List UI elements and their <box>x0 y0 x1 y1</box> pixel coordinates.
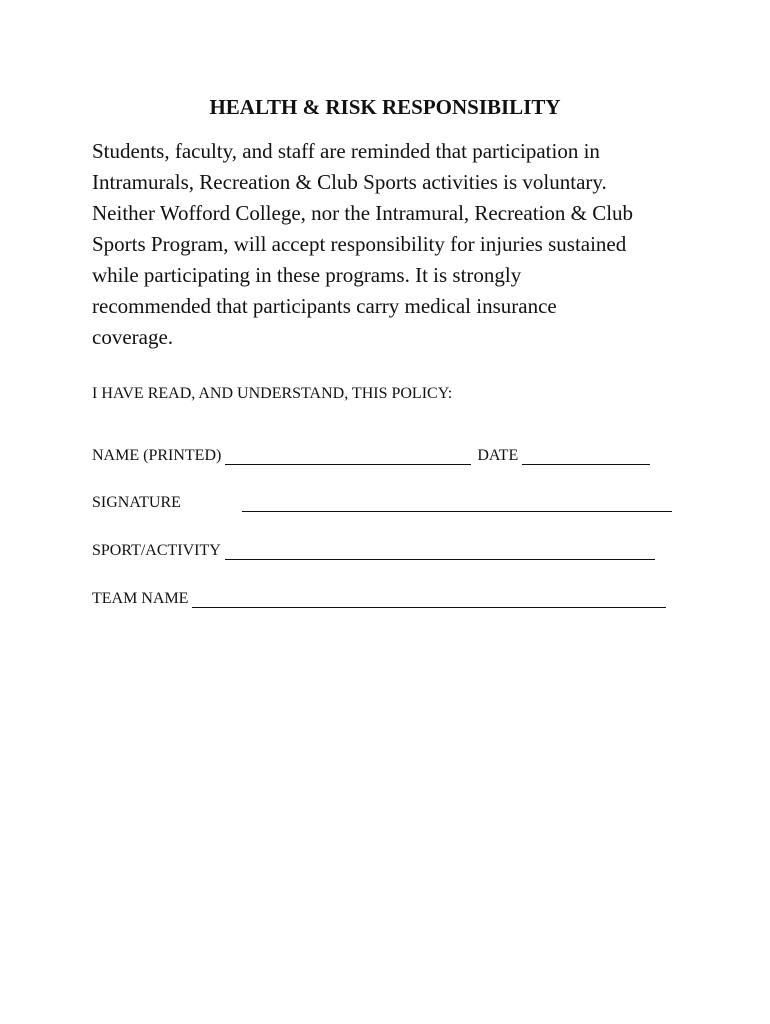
policy-line: recommended that participants carry medical insurance <box>92 294 557 318</box>
policy-line: Intramurals, Recreation & Club Sports activities is voluntary. <box>92 170 607 194</box>
policy-paragraph <box>92 136 692 353</box>
date-blank-line[interactable] <box>522 450 650 465</box>
name-date-row <box>92 447 650 465</box>
date-label: DATE <box>477 447 519 464</box>
signature-row <box>92 494 672 512</box>
policy-line: coverage. <box>92 325 174 349</box>
policy-line: Students, faculty, and staff are reminded that participation in <box>92 139 600 163</box>
sport-activity-row <box>92 542 655 560</box>
policy-line: Neither Wofford College, nor the Intramural, Recreation & Club <box>92 201 634 225</box>
name-blank-line[interactable] <box>225 450 471 465</box>
team-name-blank-line[interactable] <box>192 593 666 608</box>
signature-label: SIGNATURE <box>92 494 181 511</box>
policy-line: Sports Program, will accept responsibility for injuries sustained <box>92 232 627 256</box>
document-title: HEALTH & RISK RESPONSIBILITY <box>209 95 561 119</box>
name-label: NAME (PRINTED) <box>92 447 222 464</box>
team-name-row <box>92 590 666 608</box>
policy-line: while participating in these programs. It is strongly <box>92 263 522 287</box>
acknowledgement-text: I HAVE READ, AND UNDERSTAND, THIS POLICY: <box>92 385 453 402</box>
sport-activity-blank-line[interactable] <box>225 545 655 560</box>
sport-activity-label: SPORT/ACTIVITY <box>92 542 221 559</box>
team-name-label: TEAM NAME <box>92 590 189 607</box>
signature-blank-line[interactable] <box>242 497 672 512</box>
